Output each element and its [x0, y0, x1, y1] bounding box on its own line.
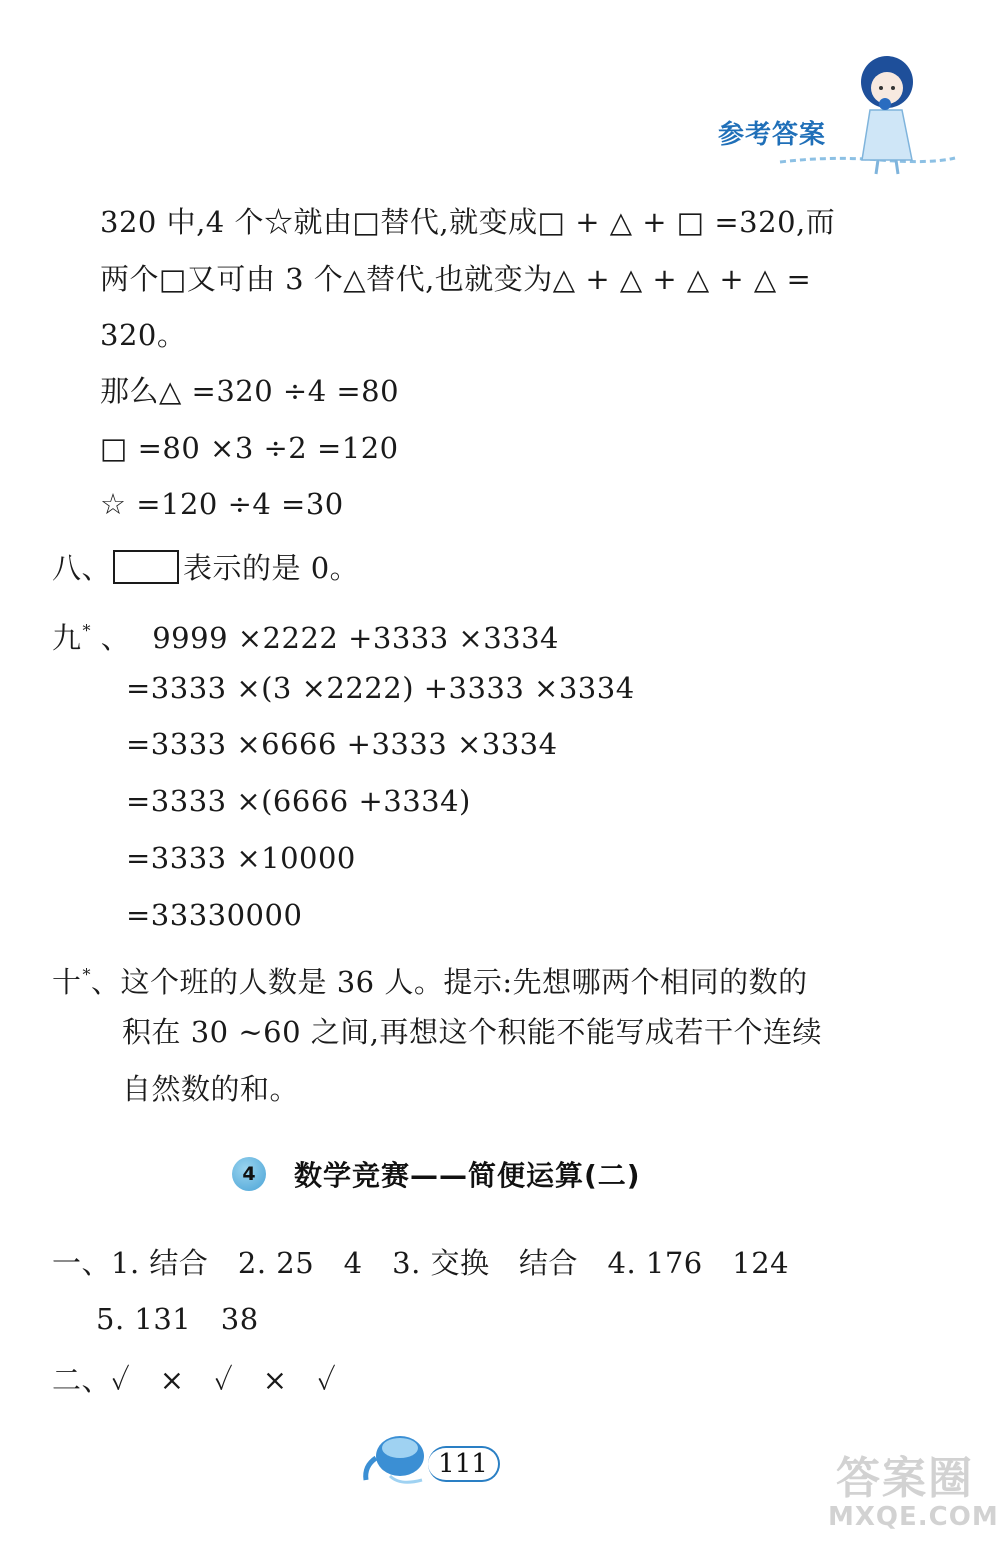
solution-line-4: 那么△ =320 ÷4 =80 — [100, 374, 400, 408]
question-9-step-5: =33330000 — [126, 898, 303, 932]
question-9-prefix: 九 — [52, 621, 82, 655]
answer-1-line-2: 5. 131 38 — [96, 1302, 259, 1336]
solution-line-2: 两个□又可由 3 个△替代,也就变为△ + △ + △ + △ = — [100, 262, 812, 296]
question-9-expression: 9999 ×2222 +3333 ×3334 — [152, 621, 559, 655]
solution-line-5: □ =80 ×3 ÷2 =120 — [100, 431, 399, 465]
watermark — [828, 1453, 999, 1532]
question-9-star: * — [82, 621, 92, 640]
question-10-star: * — [82, 965, 92, 984]
blank-box — [113, 550, 179, 584]
question-8-prefix: 八、 — [52, 551, 112, 585]
section-title: 数学竞赛——简便运算(二) — [294, 1159, 641, 1192]
section-number-badge: 4 — [232, 1157, 266, 1191]
question-10-prefix: 十 — [52, 965, 82, 999]
page-number: 111 — [428, 1446, 500, 1482]
question-9-step-1: =3333 ×(3 ×2222) +3333 ×3334 — [126, 671, 635, 705]
watermark-url: MXQE.COM — [828, 1502, 999, 1532]
watermark-logo-text: 答案圈 — [836, 1453, 974, 1504]
solution-line-1: 320 中,4 个☆就由□替代,就变成□ + △ + □ =320,而 — [100, 205, 836, 239]
question-10-line-3: 自然数的和。 — [122, 1072, 300, 1106]
question-9-step-2: =3333 ×6666 +3333 ×3334 — [126, 727, 558, 761]
answer-key-label: 参考答案 — [718, 120, 827, 150]
watering-can-icon — [360, 1418, 435, 1488]
question-9-line-1 — [52, 611, 559, 658]
answer-1-line-1: 一、1. 结合 2. 25 4 3. 交换 结合 4. 176 124 — [52, 1246, 790, 1280]
question-10-line-1 — [52, 955, 808, 1002]
question-8 — [52, 548, 359, 588]
question-10-text-1: 、这个班的人数是 36 人。提示:先想哪两个相同的数的 — [91, 965, 808, 999]
question-8-text: 表示的是 0。 — [183, 551, 360, 585]
solution-line-6: ☆ =120 ÷4 =30 — [100, 487, 344, 521]
question-10-line-2: 积在 30 ~60 之间,再想这个积能不能写成若干个连续 — [122, 1015, 822, 1049]
answer-2: 二、✓ × ✓ × ✓ — [52, 1363, 337, 1397]
question-9-step-4: =3333 ×10000 — [126, 841, 356, 875]
section-heading — [232, 1154, 641, 1194]
question-9-separator: 、 — [91, 621, 131, 655]
solution-line-3: 320。 — [100, 318, 187, 352]
question-9-step-3: =3333 ×(6666 +3334) — [126, 784, 471, 818]
